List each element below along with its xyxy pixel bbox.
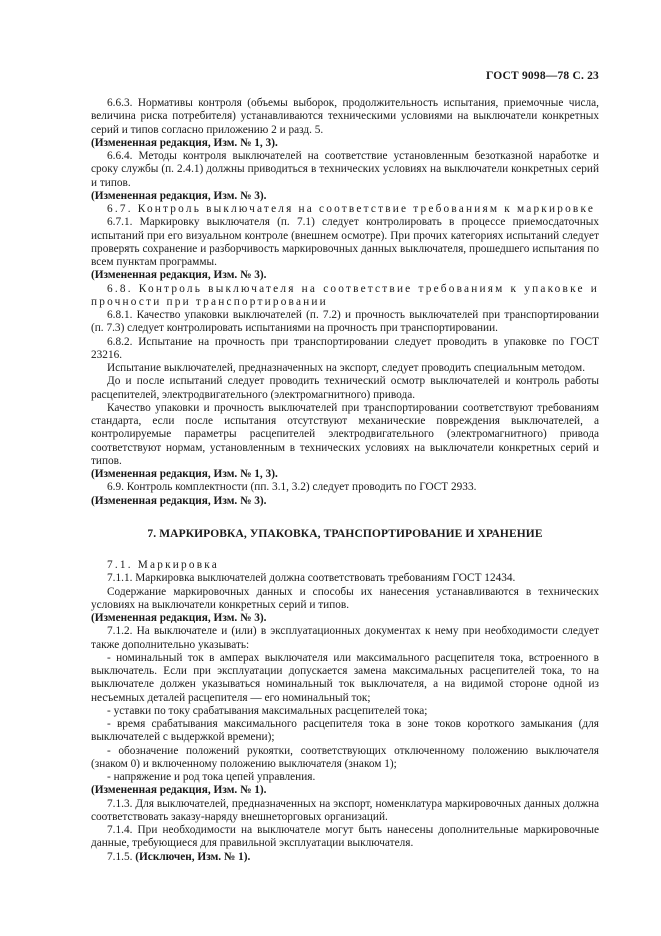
edition-note: (Измененная редакция, Изм. № 3).	[91, 494, 267, 507]
edition-note: (Измененная редакция, Изм. № 1, 3).	[91, 136, 278, 149]
list-item-control-voltage: - напряжение и род тока цепей управления.	[107, 771, 316, 783]
list-item-trip-time: - время срабатывания максимального расцепителя тока в зоне токов короткого замыкания (для выключателей с выдержкой времени);	[91, 718, 599, 744]
edition-note: (Измененная редакция, Изм. № 1, 3).	[91, 468, 278, 480]
paragraph-7-1-5-number: 7.1.5.	[107, 850, 136, 863]
paragraph-6-9: 6.9. Контроль комплектности (пп. 3.1, 3.2) следует проводить по ГОСТ 2933.	[107, 481, 477, 494]
paragraph-7-1-5	[91, 851, 599, 864]
document-body	[91, 97, 599, 864]
paragraph-6-6-4: 6.6.4. Методы контроля выключателей на соответствие установленным безотказной наработке и сроку службы (п. 2.4.1) должны приводиться в технических условиях на выключатели конкретных серий и типов.	[91, 150, 599, 189]
paragraph-6-8-1: 6.8.1. Качество упаковки выключателей (п. 7.2) и прочность выключателей при транспортировании (п. 7.3) следует контролировать испытаниями на прочность при транспортировании.	[91, 309, 599, 335]
paragraph-7-1-4: 7.1.4. При необходимости на выключателе могут быть нанесены дополнительные маркировочные данные, требующиеся для правильной эксплуатации выключателя.	[91, 824, 599, 850]
paragraph-6-7-1: 6.7.1. Маркировку выключателя (п. 7.1) следует контролировать в процессе приемосдаточных испытаний при его визуальном контроле (внешнем осмотре). При прочих категориях испытаний следует проверять сохранение и разборчивость маркировочных данных выключателя, прошедшего испытания по всем пунктам программы.	[91, 216, 599, 268]
paragraph-7-1-1: 7.1.1. Маркировка выключателей должна соответствовать требованиям ГОСТ 12434.	[107, 572, 516, 585]
subsection-6-8-heading: 6.8. Контроль выключателя на соответствие требованиям к упаковке и прочности при транспортировании	[91, 282, 599, 308]
excluded-note: (Исключен, Изм. № 1).	[135, 850, 251, 863]
paragraph-quality: Качество упаковки и прочность выключателей при транспортировании соответствуют требованиям стандарта, если после испытания отсутствуют механические повреждения выключателей, а контролируемые параметры расцепителей электродвигательного (электромагнитного) привода соответствуют нормам, установленным в технических условиях на выключатели конкретных серий и типов.	[91, 401, 599, 467]
paragraph-6-8-2: 6.8.2. Испытание на прочность при транспортировании следует проводить в упаковке по ГОСТ 23216.	[91, 335, 599, 361]
edition-note: (Измененная редакция, Изм. № 1).	[91, 784, 267, 797]
edition-note: (Измененная редакция, Изм. № 3).	[91, 269, 267, 282]
paragraph-7-1-2: 7.1.2. На выключателе и (или) в эксплуатационных документах к нему при необходимости следует также дополнительно указывать:	[91, 625, 599, 651]
paragraph-6-6-3: 6.6.3. Нормативы контроля (объемы выборок, продолжительность испытания, приемочные числа, величина риска потребителя) устанавливаются техническими условиями на выключатели конкретных серий и типов согласно приложению 2 и разд. 5.	[91, 97, 599, 136]
edition-note: (Измененная редакция, Изм. № 3).	[91, 612, 267, 624]
list-item-settings: - уставки по току срабатывания максимальных расцепителей тока;	[107, 704, 428, 717]
list-item-rated-current: - номинальный ток в амперах выключателя или максимального расцепителя тока, встроенного в выключатель. Если при эксплуатации допускается замена максимальных расцепителей тока, то на выключателе должен указываться номинальный ток выключателя, а на видимой стороне одной из несъемных деталей расцепителя — его номинальный ток;	[91, 651, 599, 704]
paragraph-marking-content: Содержание маркировочных данных и способы их нанесения устанавливаются в технических условиях на выключатели конкретных серий и типов.	[91, 585, 599, 611]
subsection-7-1-heading: 7.1. Маркировка	[107, 559, 219, 571]
paragraph-export-test: Испытание выключателей, предназначенных на экспорт, следует проводить специальным методом.	[107, 362, 586, 374]
edition-note: (Измененная редакция, Изм. № 3).	[91, 189, 267, 202]
paragraph-7-1-3: 7.1.3. Для выключателей, предназначенных на экспорт, номенклатура маркировочных данных должна соответствовать заказу-наряду внешнеторговых организаций.	[91, 797, 599, 823]
section-7-title: 7. МАРКИРОВКА, УПАКОВКА, ТРАНСПОРТИРОВАНИЕ И ХРАНЕНИЕ	[147, 527, 543, 540]
list-item-handle-positions: - обозначение положений рукоятки, соответствующих отключенному положению выключателя (знаком 0) и включенному положению выключателя (знаком 1);	[91, 744, 599, 770]
paragraph-inspection: До и после испытаний следует проводить технический осмотр выключателей и контроль работы расцепителей, электродвигательного (электромагнитного) привода.	[91, 375, 599, 401]
subsection-6-7-heading: 6.7. Контроль выключателя на соответствие требованиям к маркировке	[107, 203, 596, 215]
page-header: ГОСТ 9098—78 С. 23	[486, 70, 599, 82]
